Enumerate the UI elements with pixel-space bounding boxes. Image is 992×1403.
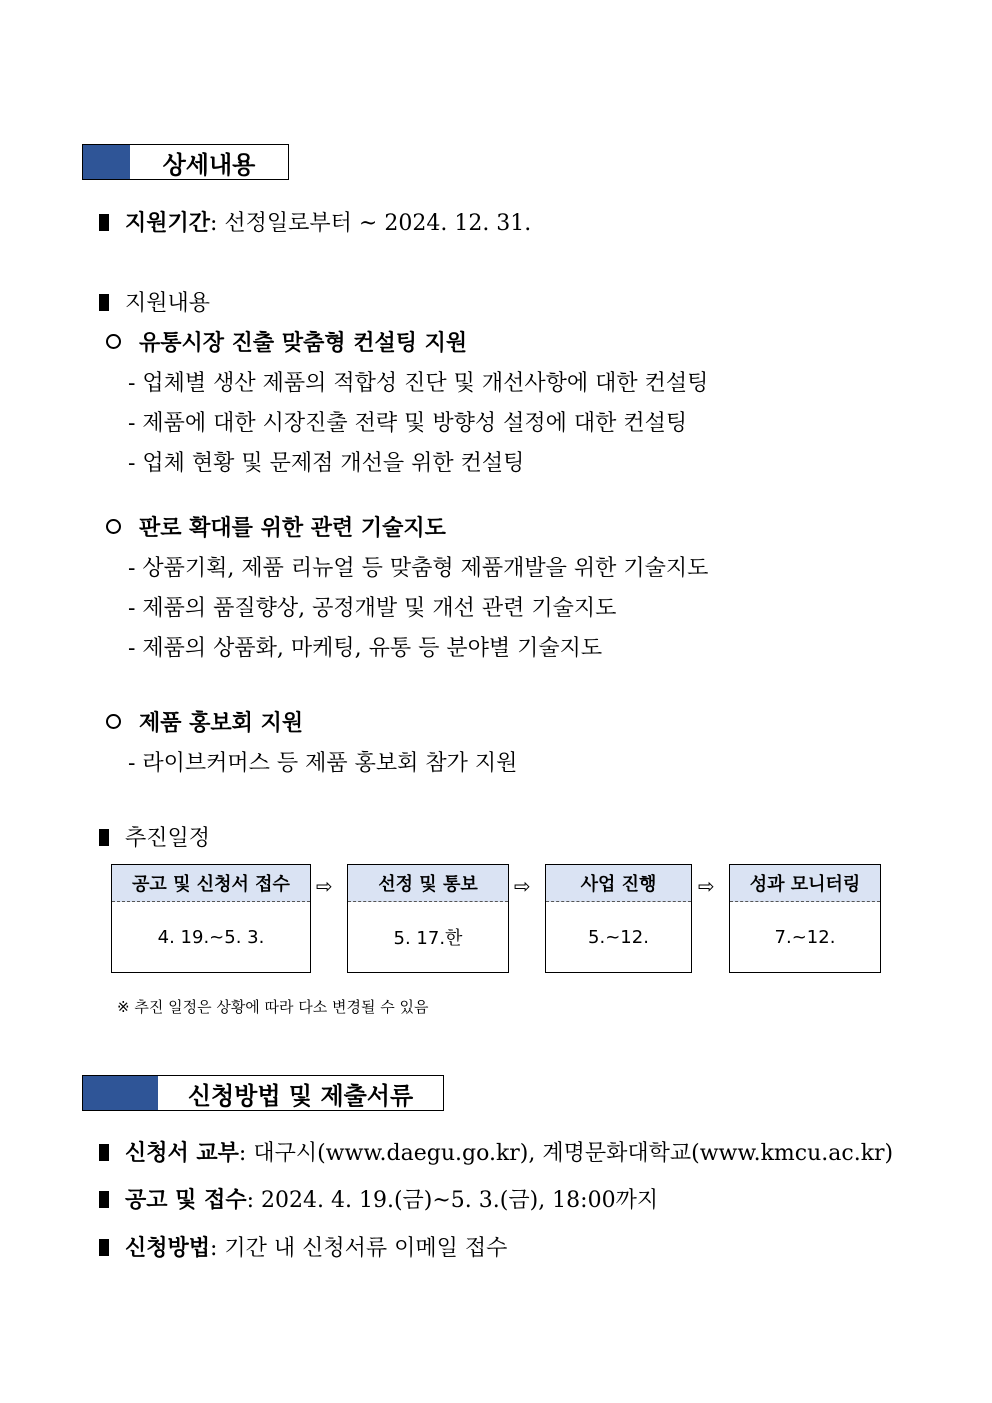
period-line [99, 206, 531, 237]
period-label: 지원기간 [125, 210, 211, 236]
schedule-step [729, 864, 881, 973]
apply-line [99, 1231, 507, 1262]
schedule-step [545, 864, 692, 973]
group-title: 유통시장 진출 맞춤형 컨설팅 지원 [106, 326, 467, 357]
square-bullet-icon [99, 294, 109, 311]
arrow-right-icon: ⇨ [316, 874, 333, 898]
square-bullet-icon [99, 829, 109, 846]
section-title: 신청방법 및 제출서류 [187, 1081, 414, 1110]
schedule-step [347, 864, 509, 973]
list-item: - 업체 현황 및 문제점 개선을 위한 컨설팅 [128, 451, 525, 476]
apply-label: 공고 및 접수 [125, 1187, 247, 1213]
arrow-right-icon: ⇨ [514, 874, 531, 898]
apply-line [99, 1183, 658, 1214]
schedule-line [99, 821, 210, 852]
list-item: - 업체별 생산 제품의 적합성 진단 및 개선사항에 대한 컨설팅 [128, 371, 709, 396]
list-item: - 제품의 품질향상, 공정개발 및 개선 관련 기술지도 [128, 596, 617, 621]
arrow-right-icon: ⇨ [698, 874, 715, 898]
circle-bullet-icon [106, 714, 121, 729]
schedule-note: ※ 추진 일정은 상황에 따라 다소 변경될 수 있음 [117, 998, 429, 1016]
circle-bullet-icon [106, 519, 121, 534]
apply-label: 신청방법 [125, 1235, 211, 1261]
square-bullet-icon [99, 1239, 109, 1256]
apply-value: : 2024. 4. 19.(금)~5. 3.(금), 18:00까지 [246, 1188, 659, 1213]
square-bullet-icon [99, 214, 109, 231]
list-item: - 라이브커머스 등 제품 홍보회 참가 지원 [128, 751, 518, 776]
period-value: : 선정일로부터 ~ 2024. 12. 31. [210, 211, 532, 236]
square-bullet-icon [99, 1144, 109, 1161]
schedule-step [111, 864, 311, 973]
section-header-details [82, 144, 289, 180]
square-bullet-icon [99, 1191, 109, 1208]
schedule-label: 추진일정 [125, 826, 211, 851]
step-title: 공고 및 신청서 접수 [112, 865, 310, 902]
step-title: 선정 및 통보 [348, 865, 508, 902]
step-date: 5.~12. [588, 926, 649, 948]
header-accent [83, 145, 130, 179]
group-title: 판로 확대를 위한 관련 기술지도 [106, 511, 446, 542]
apply-value: : 기간 내 신청서류 이메일 접수 [210, 1236, 508, 1261]
list-item: - 상품기획, 제품 리뉴얼 등 맞춤형 제품개발을 위한 기술지도 [128, 556, 709, 581]
list-item: - 제품의 상품화, 마케팅, 유통 등 분야별 기술지도 [128, 636, 603, 661]
apply-line [99, 1136, 893, 1167]
header-accent [83, 1076, 158, 1110]
step-date: 4. 19.~5. 3. [157, 926, 265, 948]
step-date: 7.~12. [774, 926, 836, 948]
section-title: 상세내용 [162, 150, 256, 179]
circle-bullet-icon [106, 334, 121, 349]
list-item: - 제품에 대한 시장진출 전략 및 방향성 설정에 대한 컨설팅 [128, 411, 688, 436]
step-title: 사업 진행 [546, 865, 691, 902]
support-label: 지원내용 [125, 291, 211, 316]
group-title: 제품 홍보회 지원 [106, 706, 303, 737]
section-header-apply [82, 1075, 444, 1111]
apply-value: : 대구시(www.daegu.go.kr), 계명문화대학교(www.kmcu.ac.kr) [238, 1141, 894, 1166]
apply-label: 신청서 교부 [125, 1140, 239, 1166]
step-date: 5. 17.한 [393, 928, 463, 949]
support-line [99, 286, 210, 317]
step-title: 성과 모니터링 [730, 865, 880, 902]
